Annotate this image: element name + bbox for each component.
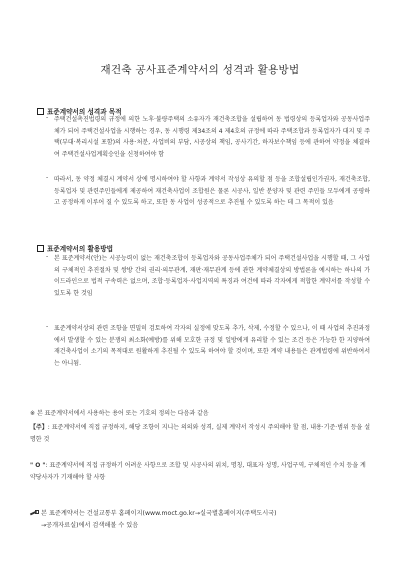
note-intro xyxy=(30,408,370,420)
definition-note xyxy=(30,422,370,445)
dash-bullet: - xyxy=(46,114,49,121)
paragraph-purpose-2: 따라서, 동 약정 체결시 계약서 상에 명시하여야 할 사항과 계약서 작성상 유의할 점 등을 조합설립인가권자, 재건축조합, 등록업자 및 관련주민들에게 제공하여 재건축사업이 조합원은 물론 시공사, 일반 분양자 및 관련 주민들 모두에게 공평하고 공정하게 이루어 질 수 있도록 하고, 또한 동 사업이 성공적으로 추진될 수 있도록 하는 데 그 목적이 있음 xyxy=(54,176,370,207)
reference-line-2: →공개자료실)에서 검색해볼 수 있음 xyxy=(41,522,139,529)
asterisk-icon: ※ xyxy=(30,410,37,417)
definition-blank xyxy=(30,460,370,483)
document-title: 재건축 공사표준계약서의 성격과 활용방법 xyxy=(100,64,300,76)
dash-bullet: - xyxy=(46,174,49,181)
checkbox-bullet-icon xyxy=(37,108,44,115)
section-heading-label: 표준계약서의 성격과 목적 xyxy=(47,108,122,116)
definition-text: : 표준계약서에 직접 규정하기 어려운 사항으로 조합 및 시공사의 위치, 명칭, 대표자 성명, 사업구역, 구체적인 수치 등을 계약당사자가 기재해야 할 사항 xyxy=(30,462,366,481)
dash-bullet: - xyxy=(46,323,49,330)
dash-bullet: - xyxy=(46,253,49,260)
paragraph-usage-1: 본 표준계약서(안)는 시공능력이 없는 재건축조합이 등록업자와 공동사업주체가 되어 주택건설사업을 시행할 때, 그 사업의 구체적인 추진절차 및 쌍방 간의 권리·의무관계, 재판·재무관계 등에 관한 계약체결상의 방법론을 예시하는 하나의 가이드라인으로 법적 구속력은 없으며, 조합·등록업자·사업지역의 특징과 여건에 따라 각자에게 적합한 계약서를 작성할 수 있도록 한 것임 xyxy=(54,255,370,297)
paragraph-purpose-1: 주택건설촉진법령의 규정에 의한 노후·불량주택의 소유자가 재건축조합을 설립하여 동 법령상의 등록업자와 공동사업주체가 되어 주택건설사업을 시행하는 경우, 동 시행령 제34조의 4 제4호의 규정에 따라 주택조합과 등록업자가 대지 및 주택(부대·복리시설 포함)의 사용·처분, 사업비의 부담, 시공상의 책임, 공사기간, 하자보수책임 등에 관하여 약정을 체결하여 주택건설사업계획승인을 신청하여야 함 xyxy=(54,116,370,158)
definition-text: : 표준계약서에 직접 규정하지, 해당 조항이 지니는 의의와 성격, 실제 계약서 작성시 주의해야 할 점, 내용·기준·범위 등을 설명한 것 xyxy=(30,424,370,443)
definition-tag: 【주】 xyxy=(30,424,48,431)
note-intro-text: 본 표준계약서에서 사용하는 용어 또는 기호의 정의는 다음과 같음 xyxy=(36,410,209,417)
paragraph-usage-2: 표준계약서상의 관련 조항을 면밀히 검토하여 각자의 실정에 맞도록 추가, 삭제, 수정할 수 있으나, 이 때 사업의 추진과정에서 발생할 수 있는 분쟁의 최소화(예방)를 위해 모호한 규정 및 일방에게 유리할 수 있는 조건 등은 가능한 한 지양하여 재건축사업이 소기의 목적대로 원활하게 추진될 수 있도록 하여야 할 것이며, 또한 계약 내용들은 관계법령에 위반하여서는 아니됨. xyxy=(54,325,370,367)
section-heading-label: 표준계약서의 활용방법 xyxy=(47,245,113,253)
checkbox-bullet-icon xyxy=(37,245,44,252)
definition-tag: " O " xyxy=(30,462,46,469)
reference-note xyxy=(30,508,370,532)
section-heading-usage xyxy=(37,243,113,253)
reference-line-1: 본 표준계약서는 건설교통부 홈페이지(www.moct.go.kr→실국별홈페이지(주택도시국) xyxy=(41,510,277,517)
pointing-hand-icon xyxy=(30,510,38,516)
